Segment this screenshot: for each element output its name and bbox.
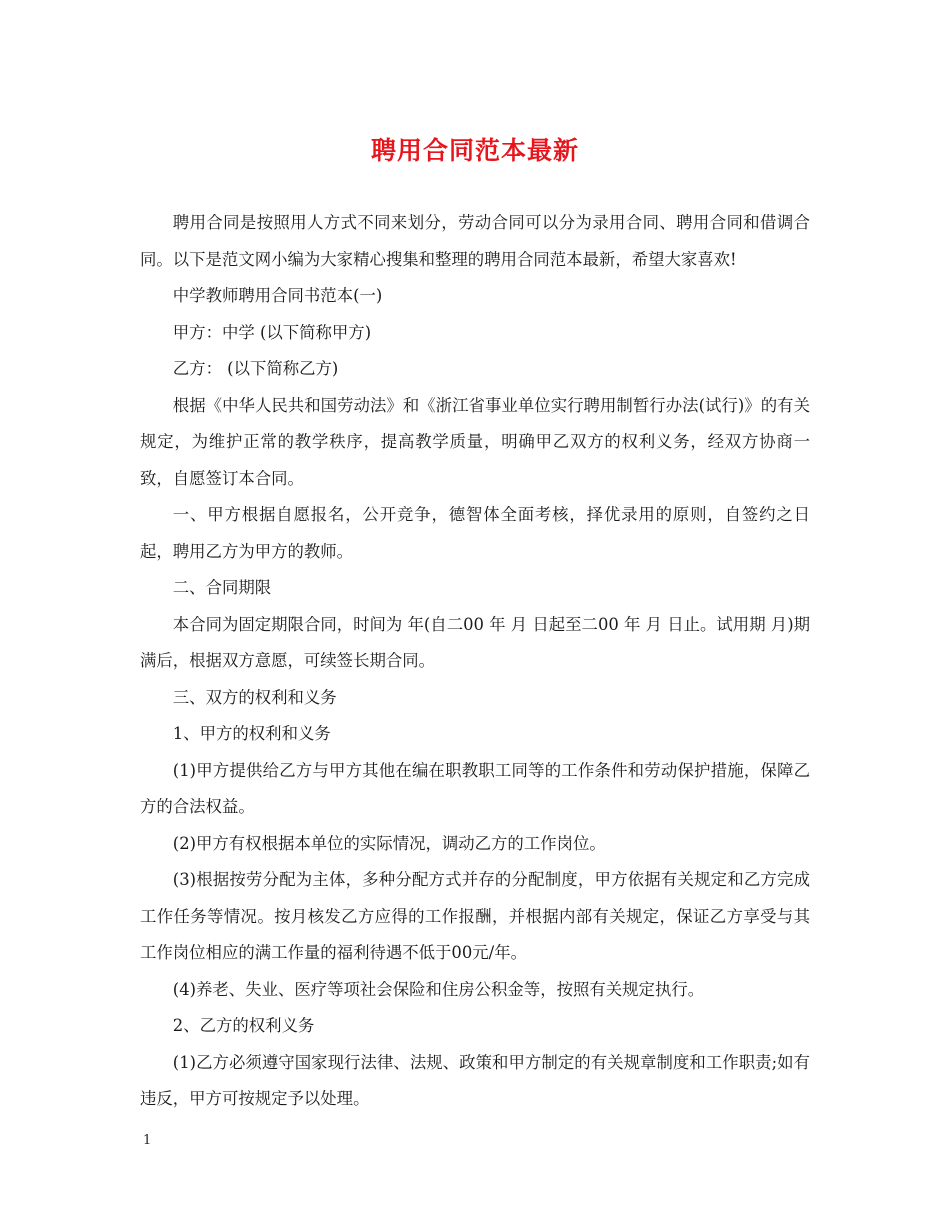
paragraph-party-a-item-4: (4)养老、失业、医疗等项社会保险和住房公积金等，按照有关规定执行。	[172, 979, 705, 999]
paragraph-legal-basis: 根据《中华人民共和国劳动法》和《浙江省事业单位实行聘用制暂行办法(试行)》的有关规定，为维护正常的教学秩序，提高教学质量，明确甲乙双方的权利义务，经双方协商一致，自愿签订本合同。	[140, 395, 810, 488]
paragraph-section-2-heading: 二、合同期限	[172, 578, 272, 597]
document-body	[140, 205, 810, 1118]
paragraph-party-a-item-2: (2)甲方有权根据本单位的实际情况，调动乙方的工作岗位。	[172, 833, 606, 853]
paragraph-party-b: 乙方： (以下简称乙方)	[172, 359, 339, 378]
paragraph-intro: 聘用合同是按照用人方式不同来划分，劳动合同可以分为录用合同、聘用合同和借调合同。以下是范文网小编为大家精心搜集和整理的聘用合同范本最新，希望大家喜欢!	[140, 213, 810, 269]
paragraph-contract-term: 本合同为固定期限合同，时间为 年(自二00 年 月 日起至二00 年 月 日止。试用期 月)期满后，根据双方意愿，可续签长期合同。	[140, 614, 810, 670]
paragraph-party-a-rights-heading: 1、甲方的权利和义务	[172, 724, 331, 743]
paragraph-party-b-rights-heading: 2、乙方的权利义务	[172, 1016, 315, 1035]
paragraph-party-a-item-3: (3)根据按劳分配为主体，多种分配方式并存的分配制度，甲方依据有关规定和乙方完成工作任务等情况。按月核发乙方应得的工作报酬，并根据内部有关规定，保证乙方享受与其工作岗位相应的满工作量的福利待遇不低于00元/年。	[140, 870, 810, 962]
paragraph-sample-heading: 中学教师聘用合同书范本(一)	[172, 286, 383, 305]
paragraph-clause-1: 一、甲方根据自愿报名，公开竞争，德智体全面考核，择优录用的原则，自签约之日起，聘用乙方为甲方的教师。	[140, 505, 810, 561]
paragraph-section-3-heading: 三、双方的权利和义务	[172, 687, 337, 707]
page-number: 1	[143, 1133, 152, 1148]
paragraph-party-b-item-1: (1)乙方必须遵守国家现行法律、法规、政策和甲方制定的有关规章制度和工作职责;如有违反，甲方可按规定予以处理。	[140, 1052, 810, 1108]
document-title: 聘用合同范本最新	[370, 136, 579, 165]
paragraph-party-a-item-1: (1)甲方提供给乙方与甲方其他在编在职教职工同等的工作条件和劳动保护措施，保障乙方的合法权益。	[140, 760, 810, 816]
paragraph-party-a: 甲方：中学 (以下简称甲方)	[172, 322, 372, 342]
